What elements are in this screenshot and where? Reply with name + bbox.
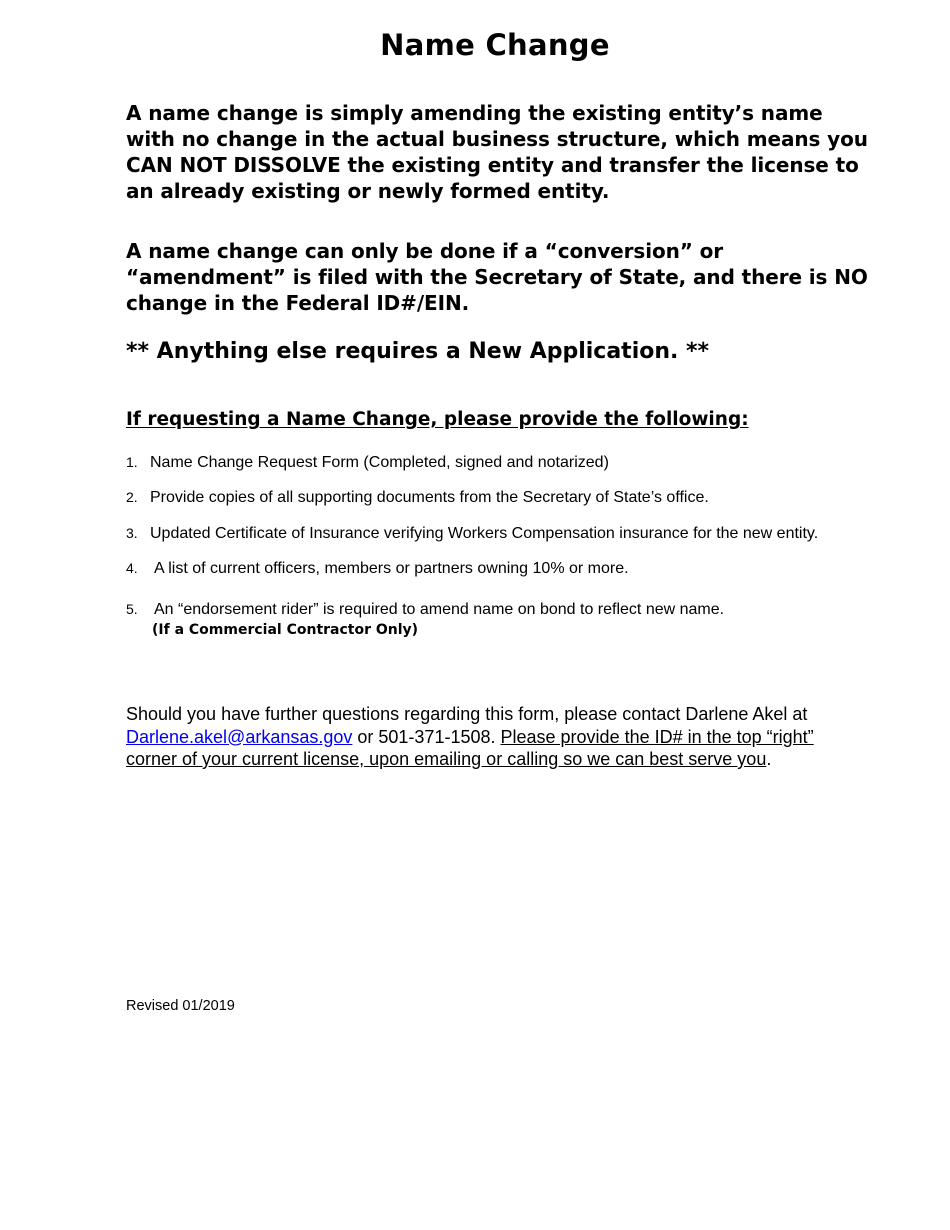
contact-end: . — [766, 749, 772, 769]
requirements-heading: If requesting a Name Change, please provide the following: — [126, 409, 749, 430]
contact-instruction: Please provide the ID# in the top “right” corner of your current license, upon emailing or calling so we can best serve you — [126, 726, 814, 769]
list-item — [126, 454, 609, 472]
contact-intro: Should you have further questions regarding this form, please contact Darlene Akel at — [126, 704, 808, 724]
new-application-notice: ** Anything else requires a New Application. ** — [126, 339, 710, 364]
list-item-text: Name Change Request Form (Completed, signed and notarized) — [150, 454, 609, 471]
list-item — [126, 489, 709, 507]
contact-phone: or 501-371-1508. — [352, 726, 501, 747]
requirement-paragraph: A name change can only be done if a “conversion” or “amendment” is filed with the Secretary of State, and there is NO change in the Federal ID#/EIN. — [126, 239, 868, 315]
list-item-text: Updated Certificate of Insurance verifying Workers Compensation insurance for the new entity. — [150, 525, 819, 542]
list-item-number: 1. — [126, 454, 138, 470]
commercial-contractor-note: (If a Commercial Contractor Only) — [152, 622, 419, 638]
list-item-number: 4. — [126, 560, 138, 576]
list-item-number: 5. — [126, 601, 138, 617]
list-item-text: A list of current officers, members or partners owning 10% or more. — [154, 560, 629, 577]
list-item — [126, 601, 724, 638]
list-item — [126, 560, 629, 578]
list-item-text: Provide copies of all supporting documents from the Secretary of State’s office. — [150, 489, 709, 506]
definition-paragraph: A name change is simply amending the existing entity’s name with no change in the actual business structure, which means you CAN NOT DISSOLVE the existing entity and transfer the license to an already existing or newly formed entity. — [126, 101, 868, 203]
list-item-text: An “endorsement rider” is required to amend name on bond to reflect new name. — [154, 601, 725, 618]
revision-date: Revised 01/2019 — [126, 998, 235, 1014]
contact-paragraph — [126, 703, 866, 771]
list-item-number: 2. — [126, 489, 138, 505]
contact-email-link[interactable]: Darlene.akel@arkansas.gov — [126, 726, 353, 747]
list-item — [126, 525, 818, 543]
list-item-number: 3. — [126, 525, 138, 541]
page-title: Name Change — [380, 28, 610, 62]
